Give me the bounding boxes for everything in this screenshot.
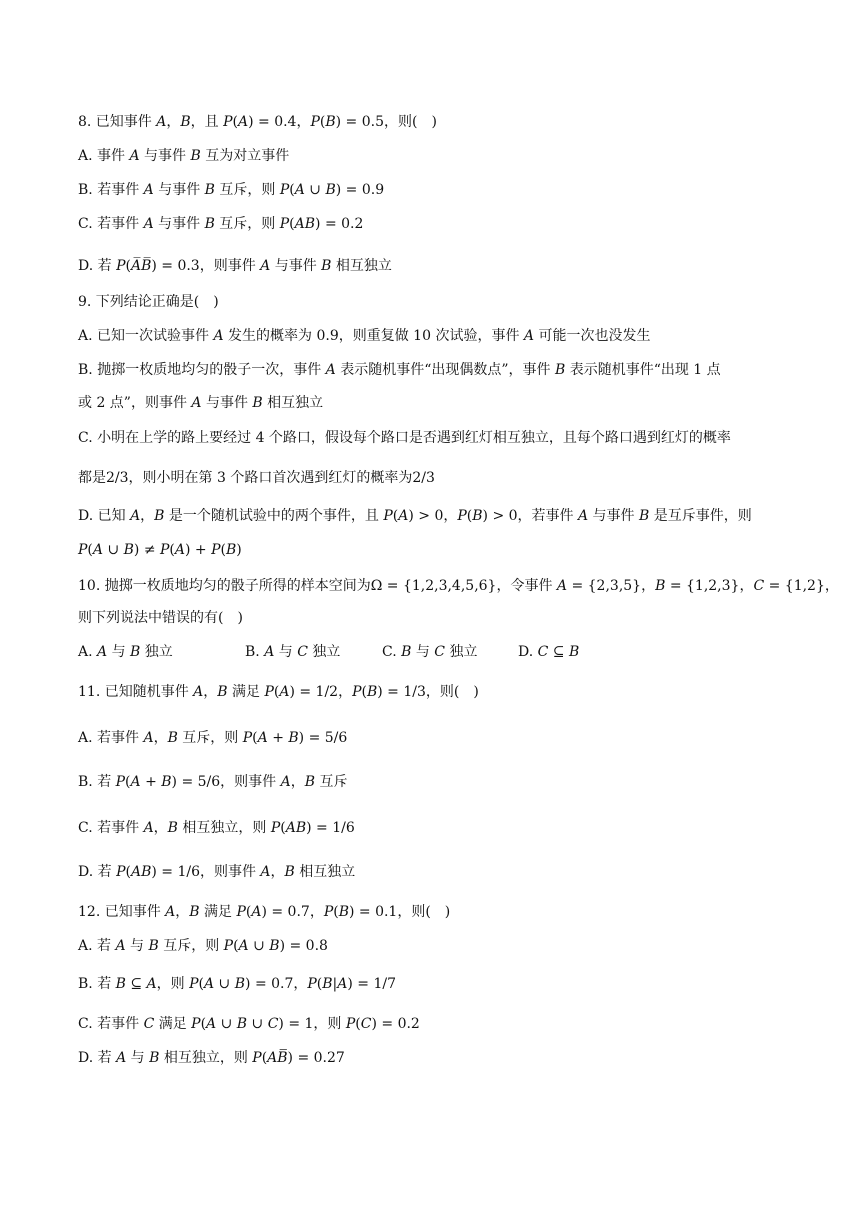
- q11-option-d: D. 若 𝑃(𝐴𝐵) = 1/6，则事件 𝐴，𝐵 相互独立: [78, 864, 356, 880]
- q10-option-c: C. 𝐵 与 𝐶 独立: [382, 644, 478, 660]
- q9-stem: 9. 下列结论正确是( ): [78, 294, 219, 310]
- q12-option-a: A. 若 𝐴 与 𝐵 互斥，则 𝑃(𝐴 ∪ 𝐵) = 0.8: [78, 938, 328, 954]
- q12-stem: 12. 已知事件 𝐴，𝐵 满足 𝑃(𝐴) = 0.7，𝑃(𝐵) = 0.1，则( ): [78, 904, 451, 920]
- q9-option-b-line2: 或 2 点”，则事件 𝐴 与事件 𝐵 相互独立: [78, 395, 324, 411]
- q8-option-c: C. 若事件 𝐴 与事件 𝐵 互斥，则 𝑃(𝐴𝐵) = 0.2: [78, 216, 364, 232]
- q12-option-d: D. 若 𝐴 与 𝐵 相互独立，则 𝑃(𝐴𝐵̅̅̅) = 0.27: [78, 1050, 345, 1066]
- q9-option-a: A. 已知一次试验事件 𝐴 发生的概率为 0.9，则重复做 10 次试验，事件 𝐴 可能一次也没发生: [78, 328, 651, 344]
- q9-option-d-line2: 𝑃(𝐴 ∪ 𝐵) ≠ 𝑃(𝐴) + 𝑃(𝐵): [78, 542, 242, 558]
- q10-stem-line1: 10. 抛掷一枚质地均匀的骰子所得的样本空间为Ω = {1,2,3,4,5,6}，令事件 𝐴 = {2,3,5}，𝐵 = {1,2,3}，𝐶 = {1,2}，: [78, 578, 839, 594]
- q8-option-a: A. 事件 𝐴 与事件 𝐵 互为对立事件: [78, 148, 290, 164]
- q9-option-c-line2: 都是2/3，则小明在第 3 个路口首次遇到红灯的概率为2/3: [78, 470, 435, 486]
- q12-option-c: C. 若事件 𝐶 满足 𝑃(𝐴 ∪ 𝐵 ∪ 𝐶) = 1，则 𝑃(𝐶) = 0.2: [78, 1016, 420, 1032]
- q10-option-a: A. 𝐴 与 𝐵 独立: [78, 644, 173, 660]
- q9-option-b-line1: B. 抛掷一枚质地均匀的骰子一次，事件 𝐴 表示随机事件“出现偶数点”，事件 𝐵 表示随机事件“出现 1 点: [78, 362, 721, 378]
- q11-option-c: C. 若事件 𝐴，𝐵 相互独立，则 𝑃(𝐴𝐵) = 1/6: [78, 820, 355, 836]
- q10-stem-line2: 则下列说法中错误的有( ): [78, 610, 243, 626]
- q8-option-d: D. 若 𝑃(𝐴̅𝐵̅) = 0.3，则事件 𝐴 与事件 𝐵 相互独立: [78, 258, 392, 274]
- q10-option-d: D. 𝐶 ⊆ 𝐵: [518, 644, 580, 660]
- q10-option-b: B. 𝐴 与 𝐶 独立: [245, 644, 341, 660]
- q9-option-c-line1: C. 小明在上学的路上要经过 4 个路口，假设每个路口是否遇到红灯相互独立，且每个路口遇到红灯的概率: [78, 430, 731, 446]
- q11-option-b: B. 若 𝑃(𝐴 + 𝐵) = 5/6，则事件 𝐴，𝐵 互斥: [78, 774, 348, 790]
- q8-stem: 8. 已知事件 𝐴，𝐵，且 𝑃(𝐴) = 0.4，𝑃(𝐵) = 0.5，则( ): [78, 114, 437, 130]
- q8-option-b: B. 若事件 𝐴 与事件 𝐵 互斥，则 𝑃(𝐴 ∪ 𝐵) = 0.9: [78, 182, 385, 198]
- q12-option-b: B. 若 𝐵 ⊆ 𝐴，则 𝑃(𝐴 ∪ 𝐵) = 0.7，𝑃(𝐵|𝐴) = 1/7: [78, 976, 397, 992]
- q11-stem: 11. 已知随机事件 𝐴，𝐵 满足 𝑃(𝐴) = 1/2，𝑃(𝐵) = 1/3，则( ): [78, 684, 479, 700]
- q10-options-row: [78, 642, 790, 662]
- q11-option-a: A. 若事件 𝐴，𝐵 互斥，则 𝑃(𝐴 + 𝐵) = 5/6: [78, 730, 348, 746]
- q9-option-d-line1: D. 已知 𝐴，𝐵 是一个随机试验中的两个事件，且 𝑃(𝐴) > 0，𝑃(𝐵) > 0，若事件 𝐴 与事件 𝐵 是互斥事件，则: [78, 508, 752, 524]
